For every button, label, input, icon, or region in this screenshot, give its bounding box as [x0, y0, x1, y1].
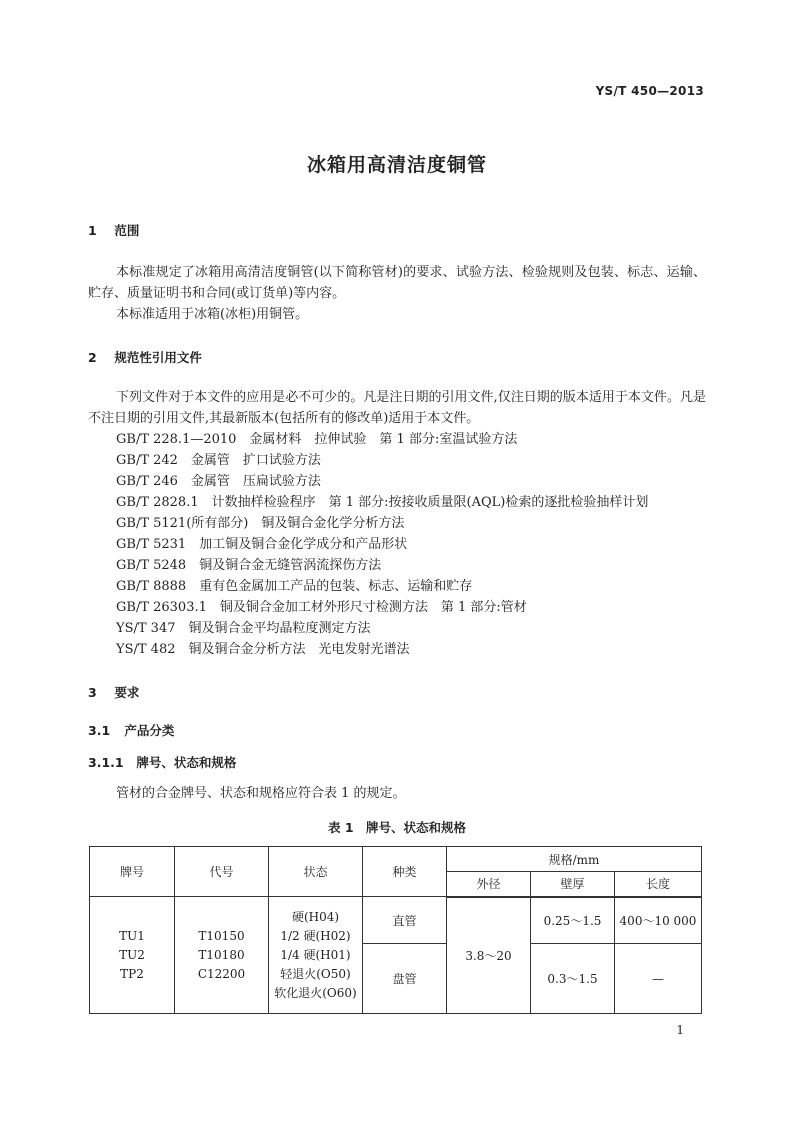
- header-type: 种类: [363, 847, 447, 897]
- reference-item: GB/T 5231 加工铜及铜合金化学成分和产品形状: [116, 537, 408, 552]
- type-cell: 盘管: [363, 944, 447, 1014]
- reference-item: GB/T 8888 重有色金属加工产品的包装、标志、运输和贮存: [116, 579, 473, 594]
- scope-paragraph-2: 本标准适用于冰箱(冰柜)用铜管。: [116, 307, 309, 322]
- code-value: T10180: [198, 947, 245, 962]
- section-3-1-heading: [88, 721, 174, 739]
- outer-diameter-cell: 3.8～20: [447, 897, 531, 1014]
- wall-thickness-cell: 0.25～1.5: [531, 897, 615, 944]
- length-cell: —: [615, 944, 702, 1014]
- grade-temper-spec-table: [89, 846, 702, 1014]
- reference-list: [116, 429, 648, 660]
- temper-value: 轻退火(O50): [280, 966, 351, 981]
- header-length: 长度: [615, 872, 702, 897]
- reference-item: YS/T 347 铜及铜合金平均晶粒度测定方法: [116, 621, 371, 636]
- section-number: 3: [88, 685, 97, 700]
- header-temper: 状态: [269, 847, 363, 897]
- header-code: 代号: [175, 847, 269, 897]
- grade-value: TU1: [119, 928, 145, 943]
- section-title: 要求: [114, 685, 140, 700]
- reference-item: GB/T 5121(所有部分) 铜及铜合金化学分析方法: [116, 516, 405, 531]
- page-number: 1: [676, 1023, 684, 1037]
- section-3-heading: [88, 683, 139, 701]
- reference-item: GB/T 228.1—2010 金属材料 拉伸试验 第 1 部分:室温试验方法: [116, 432, 518, 447]
- table-reference-text: 管材的合金牌号、状态和规格应符合表 1 的规定。: [116, 786, 406, 801]
- temper-cell: [269, 897, 363, 1014]
- section-title: 牌号、状态和规格: [136, 755, 237, 770]
- length-cell: 400～10 000: [615, 897, 702, 944]
- temper-value: 1/2 硬(H02): [280, 928, 351, 943]
- section-3-1-1-heading: [88, 753, 236, 771]
- grade-cell: [90, 897, 175, 1014]
- section-title: 范围: [114, 223, 140, 238]
- grade-value: TU2: [119, 947, 145, 962]
- reference-item: GB/T 26303.1 铜及铜合金加工材外形尺寸检测方法 第 1 部分:管材: [116, 600, 527, 615]
- code-value: T10150: [198, 928, 245, 943]
- code-value: C12200: [197, 966, 246, 981]
- grade-value: TP2: [120, 966, 144, 981]
- section-number: 2: [88, 350, 97, 365]
- wall-thickness-cell: 0.3～1.5: [531, 944, 615, 1014]
- reference-item: GB/T 246 金属管 压扁试验方法: [116, 474, 321, 489]
- header-spec: 规格/mm: [447, 847, 702, 872]
- section-2-heading: [88, 348, 202, 366]
- header-grade: 牌号: [90, 847, 175, 897]
- document-title: 冰箱用高清洁度铜管: [306, 154, 487, 176]
- reference-item: GB/T 242 金属管 扩口试验方法: [116, 453, 321, 468]
- section-number: 3.1.1: [88, 755, 124, 770]
- temper-value: 硬(H04): [291, 909, 340, 924]
- standard-code: YS/T 450—2013: [595, 84, 704, 98]
- type-cell: 直管: [363, 897, 447, 944]
- table-caption: 表 1 牌号、状态和规格: [327, 820, 467, 835]
- section-title: 规范性引用文件: [114, 350, 202, 365]
- section-1-heading: [88, 221, 139, 239]
- header-wall-thickness: 壁厚: [531, 872, 615, 897]
- section-number: 3.1: [88, 723, 111, 738]
- temper-value: 1/4 硬(H01): [280, 947, 351, 962]
- reference-item: YS/T 482 铜及铜合金分析方法 光电发射光谱法: [116, 642, 410, 657]
- reference-item: GB/T 2828.1 计数抽样检验程序 第 1 部分:按接收质量限(AQL)检索的逐批检验抽样计划: [116, 495, 649, 510]
- temper-value: 软化退火(O60): [274, 985, 357, 1000]
- section-title: 产品分类: [124, 723, 175, 738]
- scope-paragraph-1: 本标准规定了冰箱用高清洁度铜管(以下简称管材)的要求、试验方法、检验规则及包装、标志、运输、贮存、质量证明书和合同(或订货单)等内容。: [88, 265, 706, 301]
- reference-item: GB/T 5248 铜及铜合金无缝管涡流探伤方法: [116, 558, 382, 573]
- header-outer-diameter: 外径: [447, 872, 531, 897]
- section-number: 1: [88, 223, 97, 238]
- code-cell: [175, 897, 269, 1014]
- references-intro: 下列文件对于本文件的应用是必不可少的。凡是注日期的引用文件,仅注日期的版本适用于本文件。凡是不注日期的引用文件,其最新版本(包括所有的修改单)适用于本文件。: [88, 390, 706, 426]
